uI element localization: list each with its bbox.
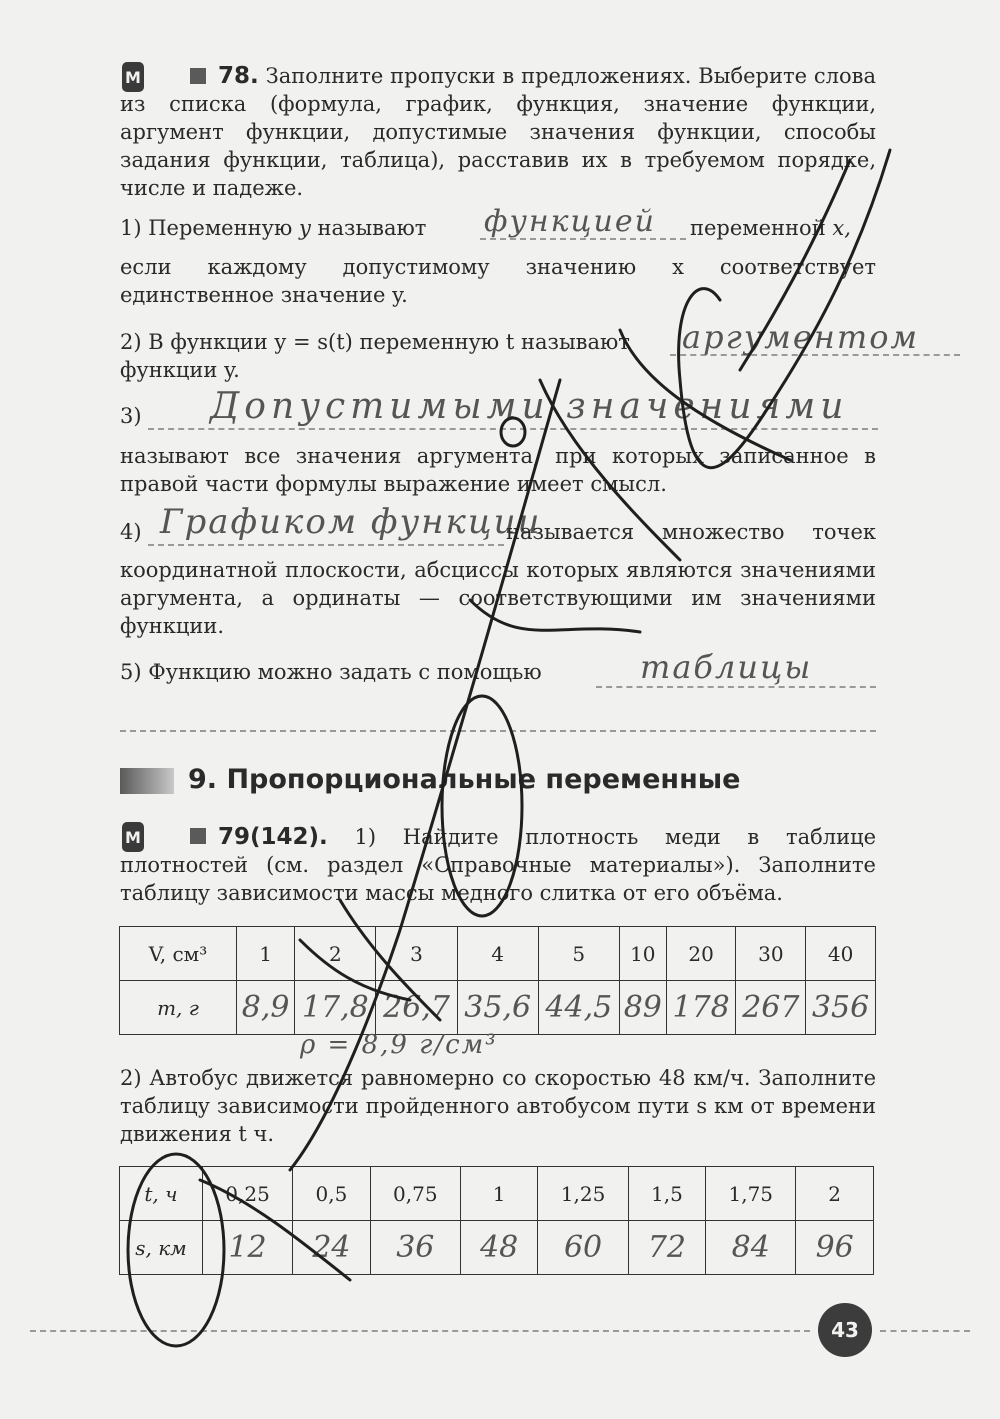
table-cell-handwritten[interactable]: 89 — [619, 981, 666, 1035]
table-cell-handwritten[interactable]: 17,8 — [295, 981, 376, 1035]
sentence-1-tail: переменной x, — [690, 216, 851, 240]
answer-3-handwritten[interactable]: Допустимыми значениями — [210, 386, 849, 427]
sentence-1-start: 1) Переменную y называют — [120, 216, 427, 240]
page-number: 43 — [818, 1303, 872, 1357]
table-cell-handwritten[interactable]: 8,9 — [237, 981, 295, 1035]
exercise-78-intro — [120, 62, 876, 202]
table-cell: 1 — [460, 1167, 538, 1221]
table-header-time: t, ч — [120, 1167, 203, 1221]
sentence-2-start: 2) В функции y = s(t) переменную t называют — [120, 330, 630, 354]
table-cell-handwritten[interactable]: 84 — [706, 1221, 796, 1275]
table-cell-handwritten[interactable]: 96 — [796, 1221, 874, 1275]
answer-line-3 — [148, 428, 878, 430]
sentence-2-end: функции y. — [120, 358, 240, 382]
exercise-78-number: 78. — [218, 63, 259, 89]
copper-mass-table — [119, 926, 876, 1035]
sentence-4-continuation: координатной плоскости, абсциссы которых являются значениями аргумента, а ординаты — соответствующими им значениями функции. — [120, 558, 876, 638]
table-cell: 5 — [538, 927, 619, 981]
table-cell-handwritten[interactable]: 24 — [293, 1221, 371, 1275]
table-cell: 1,25 — [538, 1167, 628, 1221]
table-cell-handwritten[interactable]: 35,6 — [457, 981, 538, 1035]
table-cell: 20 — [666, 927, 736, 981]
table-cell-handwritten[interactable]: 267 — [736, 981, 806, 1035]
table-cell: 0,25 — [203, 1167, 293, 1221]
exercise-79-part2: 2) Автобус движется равномерно со скоростью 48 км/ч. Заполните таблицу зависимости пройденного автобусом пути s км от времени движения t ч. — [120, 1066, 876, 1146]
table-cell: 40 — [806, 927, 876, 981]
table-cell: 1,75 — [706, 1167, 796, 1221]
footer-divider — [880, 1330, 970, 1332]
table-header-volume: V, см³ — [120, 927, 237, 981]
table-cell: 10 — [619, 927, 666, 981]
answer-2-handwritten[interactable]: аргументом — [682, 318, 919, 356]
answer-1-handwritten[interactable]: функцией — [484, 204, 656, 239]
table-cell: 0,75 — [370, 1167, 460, 1221]
table-header-mass: m, г — [120, 981, 237, 1035]
answer-line-5a — [596, 686, 876, 688]
sentence-5-start: 5) Функцию можно задать с помощью — [120, 660, 542, 684]
table-cell: 4 — [457, 927, 538, 981]
table-row — [120, 981, 876, 1035]
footer-divider — [30, 1330, 810, 1332]
exercise-78-text: Заполните пропуски в предложениях. Выберите слова из списка (формула, график, функция, значение функции, аргумент функции, допустимые значения функции, способы задания функции, таблица), расставив их в требуемом порядке, числе и падеже. — [120, 64, 876, 200]
table-cell: 2 — [295, 927, 376, 981]
table-cell-handwritten[interactable]: 60 — [538, 1221, 628, 1275]
table-cell: 30 — [736, 927, 806, 981]
sentence-1-continuation: если каждому допустимому значению x соответствует единственное значение y. — [120, 255, 876, 307]
table-cell: 0,5 — [293, 1167, 371, 1221]
section-bar — [120, 768, 174, 794]
section-title: 9. Пропорциональные переменные — [188, 764, 741, 795]
answer-4-handwritten[interactable]: Графиком функции — [160, 502, 542, 542]
table-cell: 1,5 — [628, 1167, 706, 1221]
table-cell: 1 — [237, 927, 295, 981]
sentence-3-text: называют все значения аргумента, при которых записанное в правой части формулы выражение имеет смысл. — [120, 444, 876, 496]
table-cell-handwritten[interactable]: 12 — [203, 1221, 293, 1275]
table-row — [120, 1221, 874, 1275]
sentence-4-number: 4) — [120, 520, 142, 544]
table-cell-handwritten[interactable]: 36 — [370, 1221, 460, 1275]
exercise-79-number: 79(142). — [218, 824, 328, 850]
table-cell-handwritten[interactable]: 356 — [806, 981, 876, 1035]
sentence-3-number: 3) — [120, 404, 142, 428]
table-header-distance: s, км — [120, 1221, 203, 1275]
table-row — [120, 927, 876, 981]
table-cell-handwritten[interactable]: 72 — [628, 1221, 706, 1275]
sentence-4-tail: называется множество точек — [506, 520, 876, 544]
table-cell-handwritten[interactable]: 48 — [460, 1221, 538, 1275]
exercise-79-part1 — [120, 823, 876, 907]
m-badge: М — [122, 822, 144, 852]
table-cell-handwritten[interactable]: 178 — [666, 981, 736, 1035]
table-row — [120, 1167, 874, 1221]
table-cell-handwritten[interactable]: 26,7 — [376, 981, 457, 1035]
table-cell-handwritten[interactable]: 44,5 — [538, 981, 619, 1035]
table-cell: 3 — [376, 927, 457, 981]
answer-5-handwritten[interactable]: таблицы — [640, 648, 813, 686]
exercise-79-text: 1) Найдите плотность меди в таблице плотностей (см. раздел «Справочные материалы»). Заполните таблицу зависимости массы медного слитка от его объёма. — [120, 825, 876, 905]
m-badge: М — [122, 62, 144, 92]
table-cell: 2 — [796, 1167, 874, 1221]
density-note-handwritten: ρ = 8,9 г/см³ — [300, 1030, 498, 1060]
answer-line-5b — [120, 730, 876, 732]
answer-line-4 — [148, 544, 504, 546]
bus-distance-table — [119, 1166, 874, 1275]
